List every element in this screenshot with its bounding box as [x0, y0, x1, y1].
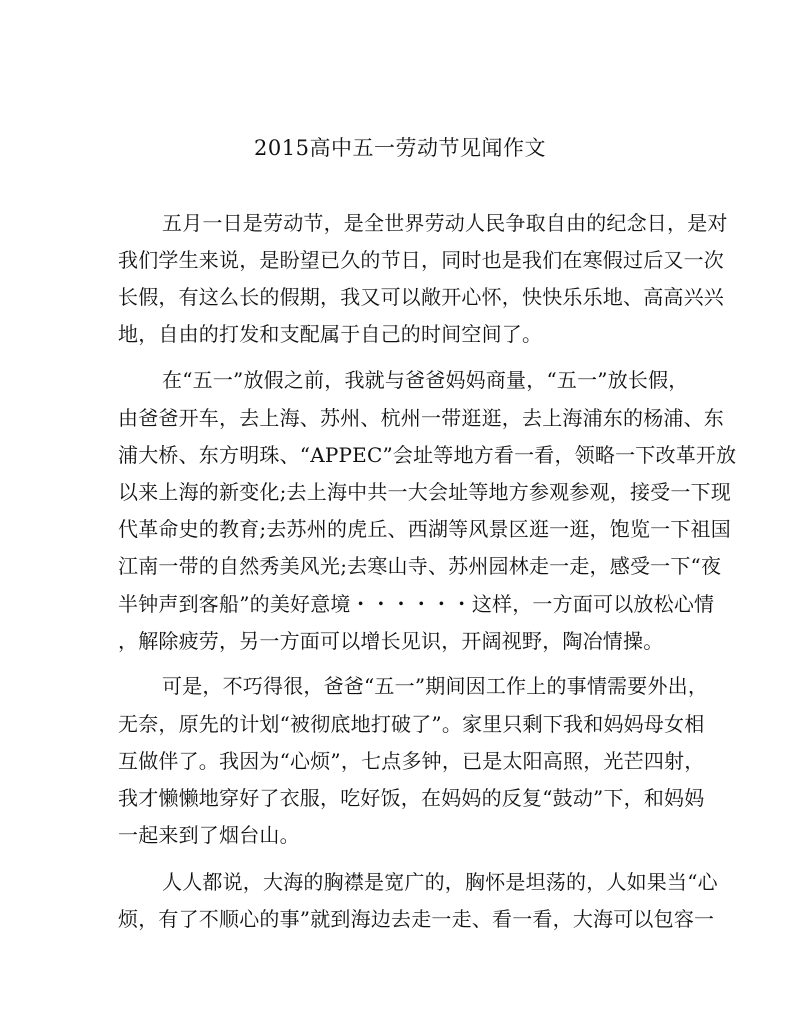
paragraph-line: 人人都说，大海的胸襟是宽广的，胸怀是坦荡的，人如果当“心: [162, 870, 718, 894]
paragraph-line: 由爸爸开车，去上海、苏州、杭州一带逛逛，去上海浦东的杨浦、东: [118, 406, 724, 430]
paragraph-line: 互做伴了。我因为“心烦”，七点多钟，已是太阳高照，光芒四射，: [118, 749, 705, 773]
paragraph-line: 以来上海的新变化;去上海中共一大会址等地方参观参观，接受一下现: [118, 480, 731, 504]
paragraph-line: 可是，不巧得很，爸爸“五一”期间因工作上的事情需要外出，: [162, 674, 709, 698]
paragraph-line: 一起来到了烟台山。: [118, 823, 300, 847]
paragraph-line: 长假，有这么长的假期，我又可以敞开心怀，快快乐乐地、高高兴兴: [118, 285, 724, 309]
document-title: 2015高中五一劳动节见闻作文: [254, 136, 546, 160]
paragraph-line: 烦，有了不顺心的事”就到海边去走一走、看一看，大海可以包容一: [118, 907, 715, 931]
paragraph-line: 在“五一”放假之前，我就与爸爸妈妈商量，“五一”放长假，: [162, 368, 689, 392]
paragraph-line: 浦大桥、东方明珠、“APPEC”会址等地方看一看，领略一下改革开放: [118, 443, 737, 467]
paragraph-line: 地，自由的打发和支配属于自己的时间空间了。: [118, 322, 543, 346]
paragraph-line: ，解除疲劳，另一方面可以增长见识，开阔视野，陶冶情操。: [118, 629, 664, 653]
paragraph-line: 江南一带的自然秀美风光;去寒山寺、苏州园林走一走，感受一下“夜: [118, 554, 722, 578]
paragraph-line: 半钟声到客船”的美好意境・・・・・・这样，一方面可以放松心情: [118, 592, 715, 616]
paragraph-line: 我才懒懒地穿好了衣服，吃好饭，在妈妈的反复“鼓动”下，和妈妈: [118, 786, 705, 810]
paragraph-line: 五月一日是劳动节，是全世界劳动人民争取自由的纪念日，是对: [162, 211, 728, 235]
paragraph-line: 无奈，原先的计划“被彻底地打破了”。家里只剩下我和妈妈母女相: [118, 712, 705, 736]
paragraph-line: 我们学生来说，是盼望已久的节日，同时也是我们在寒假过后又一次: [118, 248, 724, 272]
paragraph-line: 代革命史的教育;去苏州的虎丘、西湖等风景区逛一逛，饱览一下祖国: [118, 517, 731, 541]
